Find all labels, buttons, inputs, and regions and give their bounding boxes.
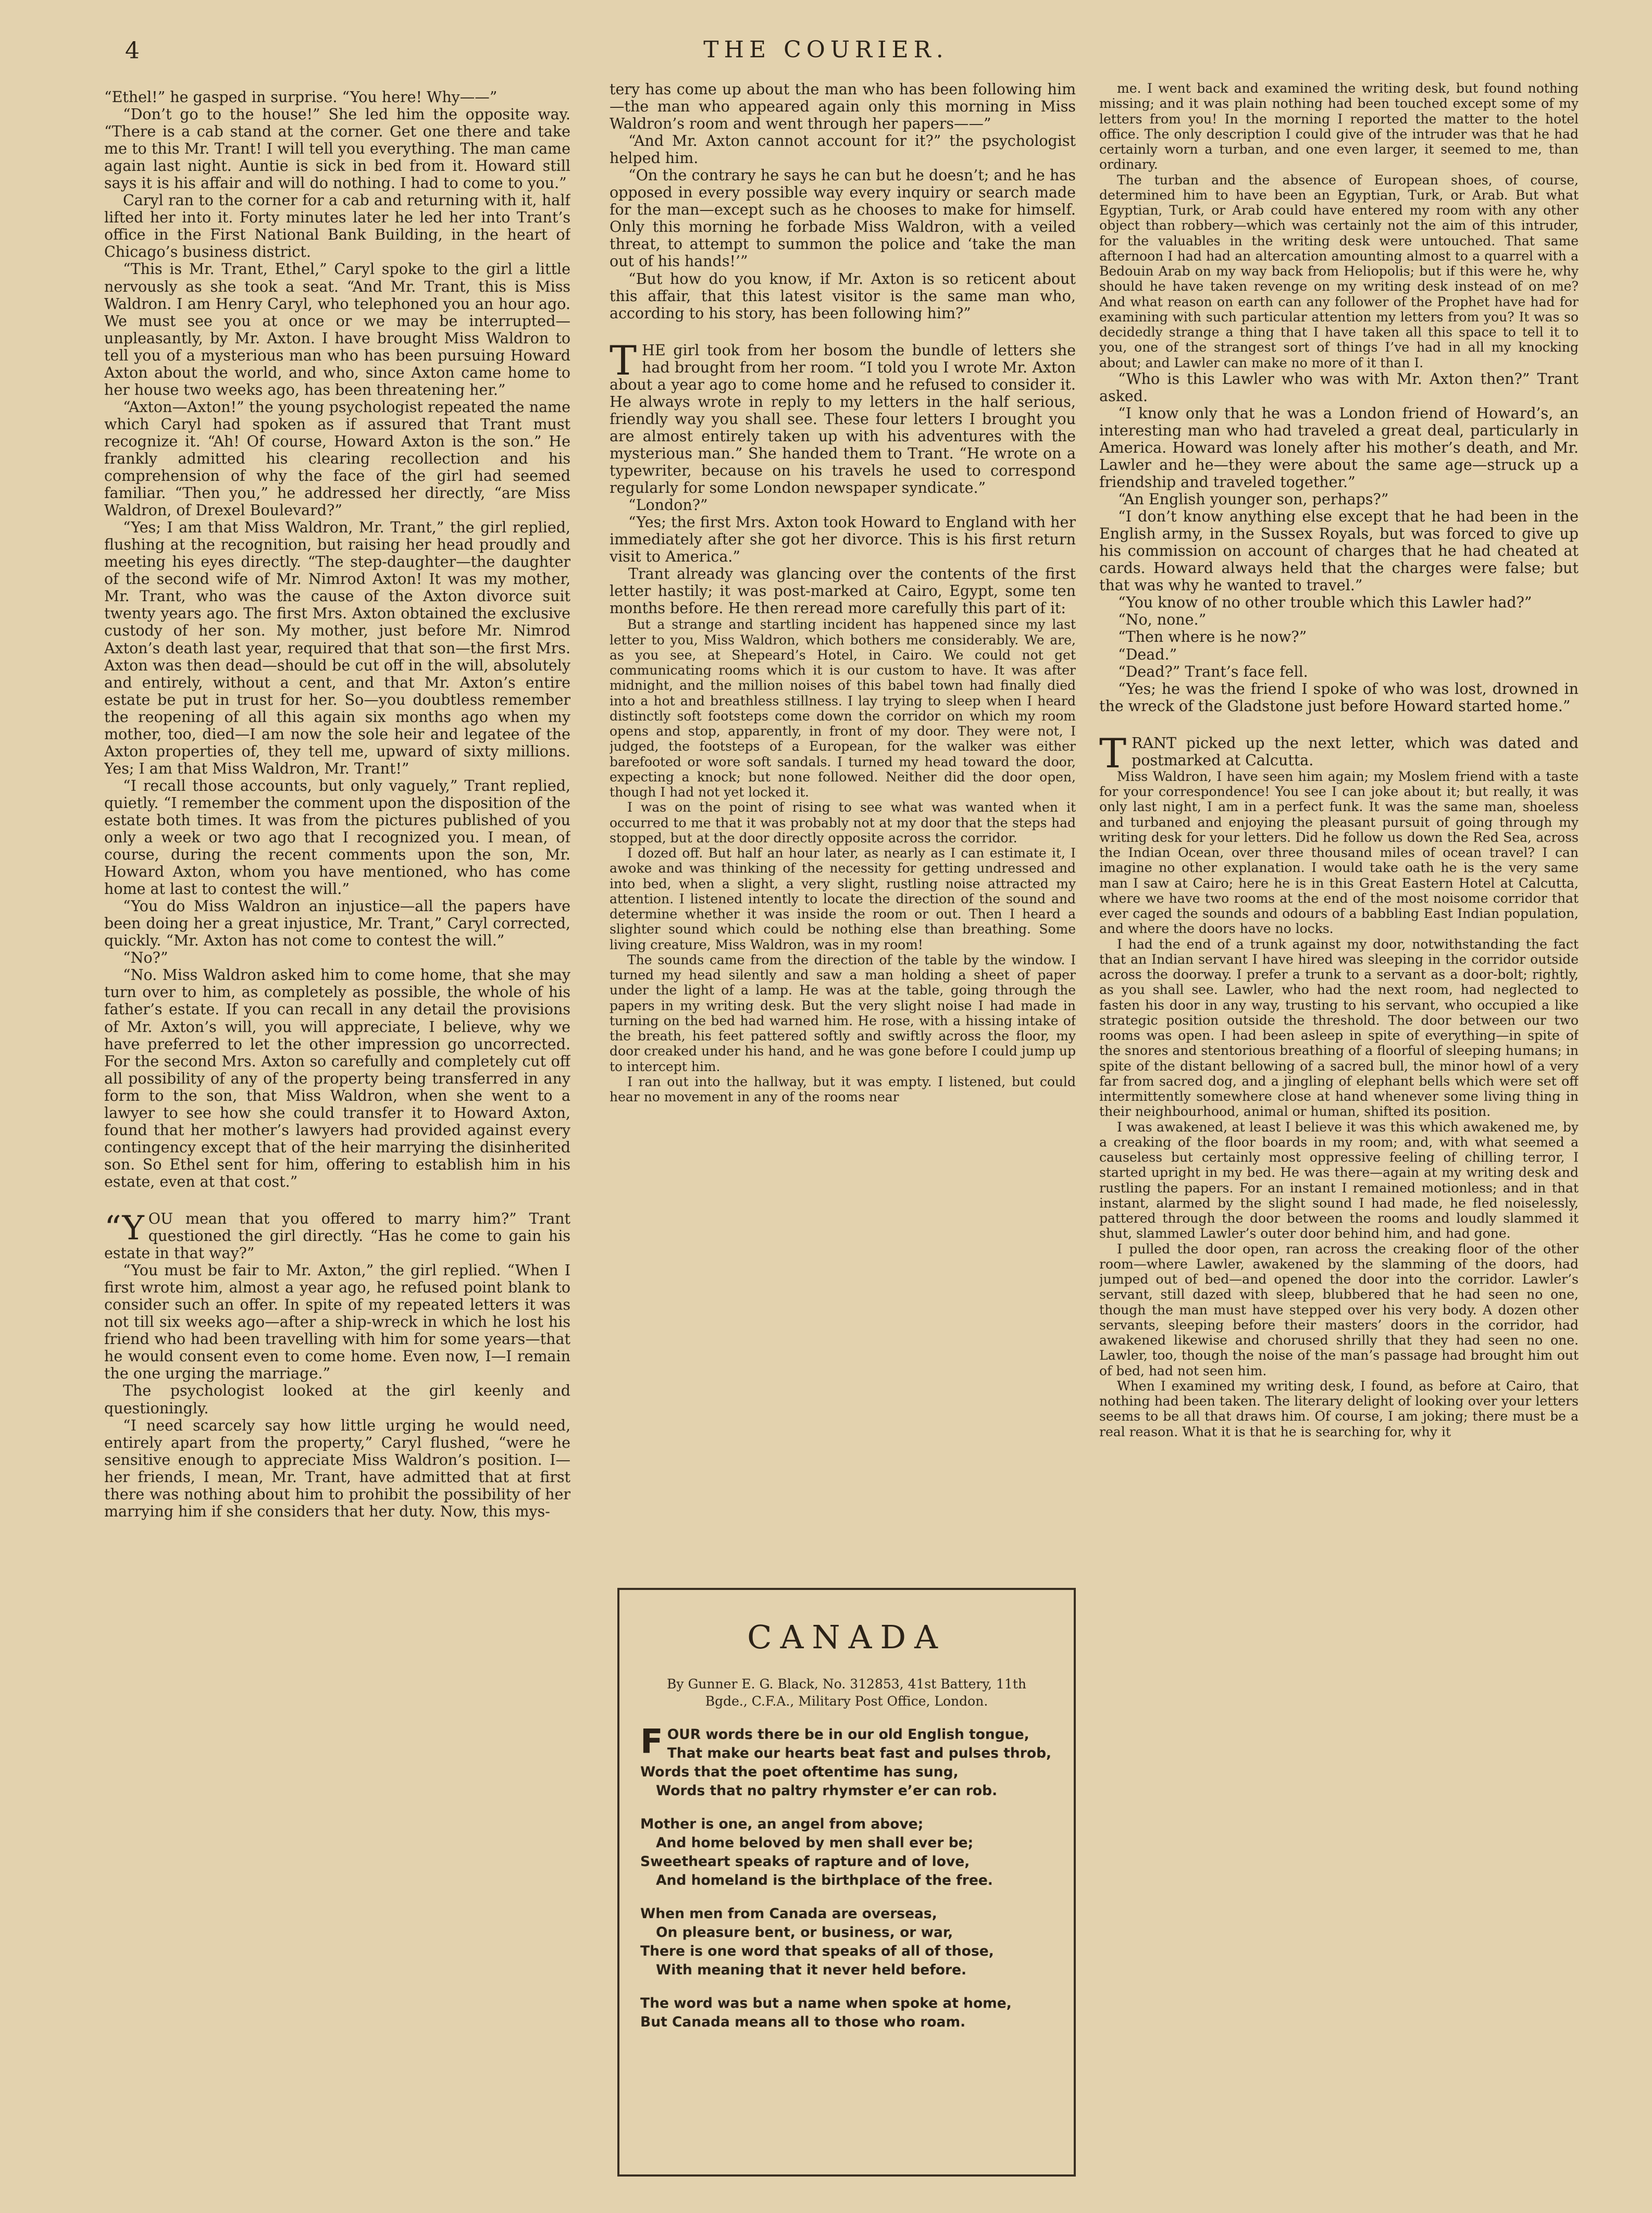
poem-box	[617, 1588, 1076, 2177]
poem-byline: By Gunner E. G. Black, No. 312853, 41st Battery, 11th Bgde., C.F.A., Military Post Office, London.	[667, 1676, 1026, 1709]
letter-excerpt: me. I went back and examined the writing desk, but found nothing missing; and it was plain nothing had been touched except some of my letters from you! In the morning I reported the matter to the hotel office. The only description I could give of the intruder was that he had certainly worn a turban, and one even larger, it seemed to me, than ordinary.	[1099, 81, 1579, 172]
poem-stanza	[640, 1905, 1053, 1980]
paragraph: “You do Miss Waldron an injustice—all the papers have been doing her a great injustice, Mr. Trant,” Caryl corrected, quickly. “Mr. Axton has not come to contest the will.”	[104, 898, 570, 950]
poem-line: OUR words there be in our old English tongue,	[667, 1726, 1029, 1743]
poem-line: But Canada means all to those who roam.	[640, 2014, 966, 2031]
article-column-3	[1099, 81, 1579, 2139]
paragraph: “Yes; he was the friend I spoke of who was lost, drowned in the wreck of the Gladstone just before Howard started home.”	[1099, 680, 1579, 715]
paragraph: “Dead.”	[1118, 645, 1177, 663]
paragraph: “No. Miss Waldron asked him to come home, that she may turn over to him, as completely as possible, the whole of his father’s estate. If you can recall in any detail the provisions of Mr. Axton’s will, you will appreciate, I believe, why we have preferred to let the other impression go uncorrected. For the second Mrs. Axton so carefully and completely cut off all possibility of any of the property being transferred in any form to the son, that Miss Waldron, when she went to a lawyer to see how she could transfer it to Howard Axton, found that her mother’s lawyers had provided against every contingency except that of the heir marrying the disinherited son. So Ethel sent for him, offering to establish him in his estate, even at that cost.”	[104, 966, 570, 1190]
paragraph: Caryl ran to the corner for a cab and returning with it, half lifted her into it. Forty minutes later he led her into Trant’s office in the First National Bank Building, in the heart of Chicago’s business district.	[104, 192, 570, 261]
paragraph: “An English younger son, perhaps?”	[1118, 491, 1389, 508]
poem-line: Sweetheart speaks of rapture and of love,	[640, 1854, 970, 1870]
poem-stanza	[640, 1725, 1053, 1800]
letter-excerpt: The sounds came from the direction of the table by the window. I turned my head silently and saw a man holding a sheet of paper under the light of a lamp. He was at the table, going through the papers in my writing desk. But the very slight noise I had made in turning on the bed had warned him. He rose, with a hissing intake of the breath, his feet pattered softly and swiftly across the floor, my door creaked under his hand, and he was gone before I could jump up to intercept him.	[610, 952, 1076, 1074]
letter-excerpt: The turban and the absence of European shoes, of course, determined him to have been an Egyptian, Turk, or Arab. But what Egyptian, Turk, or Arab could have entered my room with any other object than robbery—which was certainly not the aim of this intruder, for the valuables in the writing desk were untouched. That same afternoon I had had an altercation amounting almost to a quarrel with a Bedouin Arab on my way back from Heliopolis; but if this were he, why should he have taken revenge on my writing desk instead of on me? And what reason on earth can any follower of the Prophet have had for examining with such particular attention my letters from you? It was so decidedly strange a thing that I have taken all this space to tell it to you, one of the strangest sort of things I’ve had in all my knocking about; and Lawler can make no more of it than I.	[1099, 172, 1579, 370]
letter-excerpt: I was awakened, at least I believe it was this which awakened me, by a creaking of the floor boards in my room; and, with what seemed a causeless but certainly most oppressive feeling of chilling terror, I started upright in my bed. He was there—again at my writing desk and rustling the papers. For an instant I remained motionless; and in that instant, alarmed by the slight sound I had made, he fled noiselessly, pattered through the door between the rooms and loudly slammed it shut, slammed Lawler’s outer door behind him, and had gone.	[1099, 1119, 1579, 1241]
poem-line: That make our hearts beat fast and pulses throb,	[667, 1745, 1052, 1762]
section-opening-paragraph	[104, 1210, 570, 1262]
paragraph: “Yes; the first Mrs. Axton took Howard to England with her immediately after she got her divorce. This is his first return visit to America.”	[610, 514, 1076, 566]
section-opening-paragraph	[1099, 730, 1579, 777]
letter-excerpt: I had the end of a trunk against my door, notwithstanding the fact that an Indian servant I have hired was sleeping in the corridor outside across the doorway. I prefer a trunk to a servant as a door-bolt; rightly, as you shall see. Lawler, who had the next room, had neglected to fasten his door in any way, trusting to his servant, who occupied a like strategic position outside the threshold. The door between our two rooms was open. I had been asleep in spite of everything—in spite of the snores and stentorious breathing of a floorful of sleeping humans; in spite of the distant bellowing of a sacred bull, the minor howl of a very far from sacred dog, and a jingling of elephant bells which were set off intermittently somewhere close at hand whenever some living thing in their neighbourhood, animal or human, shifted its position.	[1099, 936, 1579, 1120]
letter-excerpt: When I examined my writing desk, I found, as before at Cairo, that nothing had been taken. The literary delight of looking over your letters seems to be all that draws him. Of course, I am joking; there must be a real reason. What it is that he is searching for, why it	[1099, 1378, 1579, 1439]
page-number: 4	[125, 38, 140, 64]
poem-line: And homeland is the birthplace of the free.	[656, 1872, 993, 1889]
paragraph: “Axton—Axton!” the young psychologist repeated the name which Caryl had spoken as if assured that Trant must recognize it. “Ah! Of course, Howard Axton is the son.” He frankly admitted his clearing recollection and his comprehension of why the face of the girl had seemed familiar. “Then you,” he addressed her directly, “are Miss Waldron, of Drexel Boulevard?”	[104, 398, 570, 519]
poem-line: On pleasure bent, or business, or war,	[656, 1924, 953, 1941]
paragraph: “Who is this Lawler who was with Mr. Axton then?” Trant asked.	[1099, 370, 1579, 405]
paragraph: “I need scarcely say how little urging he would need, entirely apart from the property,” Caryl flushed, “were he sensitive enough to appreciate Miss Waldron’s position. I—her friends, I mean, Mr. Trant, have admitted that at first there was nothing about him to prohibit the possibility of her marrying him if she considers that her duty. Now, this mys-	[104, 1416, 570, 1520]
poem-line: There is one word that speaks of all of those,	[640, 1943, 994, 1960]
paragraph: Trant already was glancing over the contents of the first letter hastily; it was post-marked at Cairo, Egypt, some ten months before. He then reread more carefully this part of it:	[610, 565, 1076, 617]
paragraph: “I know only that he was a London friend of Howard’s, an interesting man who had traveled a great deal, particularly in America. Howard was lonely after his mother’s death, and Mr. Lawler and he—they were about the same age—struck up a friendship and traveled together.”	[1099, 404, 1579, 491]
letter-excerpt: I was on the point of rising to see what was wanted when it occurred to me that it was probably not at my door that the steps had stopped, but at the door directly opposite across the corridor.	[610, 800, 1076, 846]
page-header	[0, 0, 1652, 83]
paragraph: “But how do you know, if Mr. Axton is so reticent about this affair, that this latest visitor is the same man who, according to his story, has been following him?”	[610, 270, 1076, 322]
poem-stanza	[640, 1815, 1053, 1890]
poem-line: Words that the poet oftentime has sung,	[640, 1764, 959, 1781]
letter-excerpt: I pulled the door open, ran across the creaking floor of the other room—where Lawler, awakened by the slamming of the doors, had jumped out of bed—and opened the door into the corridor. Lawler’s servant, still dazed with sleep, blubbered that he had seen no one, though the man must have stepped over his very body. A dozen other servants, sleeping before their masters’ doors in the corridor, had awakened likewise and chorused shrilly that they had seen no one. Lawler, too, though the noise of the man’s passage had brought him out of bed, had not seen him.	[1099, 1241, 1579, 1378]
poem-line: And home beloved by men shall ever be;	[656, 1835, 974, 1851]
paragraph: “Dead?” Trant’s face fell.	[1118, 663, 1308, 680]
drop-cap: T	[1099, 730, 1127, 777]
paragraph: “London?”	[628, 496, 708, 514]
paragraph: “This is Mr. Trant, Ethel,” Caryl spoke to the girl a little nervously as she took a seat. “And Mr. Trant, this is Miss Waldron. I am Henry Caryl, who telephoned you an hour ago. We must see you at once or we may be interrupted—unpleasantly, by Mr. Axton. I have brought Miss Waldron to tell you of a mysterious man who has been pursuing Howard Axton about the world, and who, since Axton came home to her house two weeks ago, has been threatening her.”	[104, 260, 570, 399]
poem-line: With meaning that it never held before.	[656, 1962, 967, 1979]
poem-line: Words that no paltry rhymster e’er can rob.	[656, 1783, 998, 1799]
drop-cap: “Y	[104, 1209, 144, 1248]
paragraph: “And Mr. Axton cannot account for it?” the psychologist helped him.	[610, 132, 1076, 167]
paragraph: “You must be fair to Mr. Axton,” the girl replied. “When I first wrote him, almost a year ago, he refused point blank to consider such an offer. In spite of my repeated letters it was not till six weeks ago—after a ship-wreck in which he lost his friend who had been travelling with him for some years—that he would consent even to come home. Even now, I—I remain the one urging the marriage.”	[104, 1262, 570, 1383]
poem-line: Mother is one, an angel from above;	[640, 1816, 924, 1833]
paragraph: “Don’t go to the house!” She led him the opposite way. “There is a cab stand at the corner. Get one there and take me to this Mr. Trant! I will tell you everything. The man came again last night. Auntie is sick in bed from it. Howard still says it is his affair and will do nothing. I had to come to you.”	[104, 106, 570, 192]
paragraph: “On the contrary he says he can but he doesn’t; and he has opposed in every possible way every inquiry or search made for the man—except such as he chooses to make for himself. Only this morning he forbade Miss Waldron, with a veiled threat, to attempt to summon the police and ‘take the man out of his hands!’”	[610, 167, 1076, 270]
paragraph: “No, none.”	[1118, 611, 1207, 629]
paragraph-text: HE girl took from her bosom the bundle of letters she had brought from her room. “I told you I wrote Mr. Axton about a year ago to come home and he refused to consider it. He always wrote in reply to my letters in the half serious, friendly way you shall see. These four letters I brought you are almost entirely taken up with his adventures with the mysterious man.” She handed them to Trant. “He wrote on a typewriter, because on his travels he used to correspond regularly for some London newspaper syndicate.”	[610, 341, 1076, 497]
paragraph: “Then where is he now?”	[1118, 628, 1307, 646]
letter-excerpt: I ran out into the hallway, but it was empty. I listened, but could hear no movement in any of the rooms near	[610, 1074, 1076, 1105]
article-column-1	[104, 89, 570, 2146]
poem-title: CANADA	[747, 1618, 946, 1656]
drop-cap: F	[640, 1723, 663, 1761]
letter-excerpt: I dozed off. But half an hour later, as nearly as I can estimate it, I awoke and was thinking of the necessity for getting undressed and into bed, when a slight, a very slight, rustling noise attracted my attention. I listened intently to locate the direction of the sound and determine whether it was inside the room or out. Then I heard a slighter sound which could be nothing else than breathing. Some living creature, Miss Waldron, was in my room!	[610, 846, 1076, 952]
paragraph: “Ethel!” he gasped in surprise. “You here! Why——”	[104, 89, 498, 106]
article-column-2	[610, 81, 1076, 1571]
section-opening-paragraph	[610, 337, 1076, 497]
poem-stanza	[640, 1994, 1053, 2032]
poem-line: When men from Canada are overseas,	[640, 1906, 937, 1922]
paragraph: The psychologist looked at the girl keenly and questioningly.	[104, 1382, 570, 1417]
drop-cap: T	[610, 337, 637, 384]
masthead: THE COURIER.	[703, 36, 949, 63]
letter-excerpt: But a strange and startling incident has happened since my last letter to you, Miss Waldron, which bothers me considerably. We are, as you see, at Shepeard’s Hotel, in Cairo. We could not get communicating rooms which it is our custom to have. It was after midnight, and the million noises of this babel town had finally died into a hot and breathless stillness. I lay trying to sleep when I heard distinctly soft footsteps come down the corridor on which my room opens and stop, apparently, in front of my door. They were not, I judged, the footsteps of a European, for the walker was either barefooted or wore soft sandals. I turned my head toward the door, expecting a knock; but none followed. Neither did the door open, though I had not yet locked it.	[610, 617, 1076, 800]
letter-excerpt: Miss Waldron, I have seen him again; my Moslem friend with a taste for your correspondence! You see I can joke about it; but really, it was only last night, I am in a perfect funk. It was the same man, shoeless and turbaned and enjoying the pleasant pursuit of going through my writing desk for your letters. Did he follow us down the Red Sea, across the Indian Ocean, over three thousand miles of ocean travel? I can imagine no other explanation. I would take oath he is the very same man I saw at Cairo; here he is in this Great Eastern Hotel at Calcutta, where we have two rooms at the end of the most noisome corridor that ever caged the sounds and odours of a babbling East Indian population, and where the doors have no locks.	[1099, 768, 1579, 937]
paragraph: “Yes; I am that Miss Waldron, Mr. Trant,” the girl replied, flushing at the recognition, but raising her head proudly and meeting his eyes directly. “The step-daughter—the daughter of the second wife of Mr. Nimrod Axton! It was my mother, Mr. Trant, who was the cause of the Axton divorce suit twenty years ago. The first Mrs. Axton obtained the exclusive custody of her son. My mother, just before Mr. Nimrod Axton’s death last year, required that that son—the first Mrs. Axton was then dead—should be cut off in the will, absolutely and entirely, without a cent, and that Mr. Axton’s entire estate be put in trust for her. So—you doubtless remember the reopening of all this again six months ago when my mother, too, died—I am now the sole heir and legatee of the Axton properties of, they tell me, upward of sixty millions. Yes; I am that Miss Waldron, Mr. Trant!”	[104, 519, 570, 777]
paragraph-text: OU mean that you offered to marry him?” Trant questioned the girl directly. “Has he come to gain his estate in that way?”	[104, 1210, 570, 1262]
paragraph-text: RANT picked up the next letter, which was dated and postmarked at Calcutta.	[1132, 734, 1579, 769]
paragraph: “No?”	[123, 949, 168, 967]
paragraph: “You know of no other trouble which this Lawler had?”	[1118, 594, 1532, 612]
paragraph: “I recall those accounts, but only vaguely,” Trant replied, quietly. “I remember the comment upon the disposition of the estate both times. It was from the pictures published of you only a week or two ago that I recognized you. I mean, of course, during the recent comments upon the son, Mr. Howard Axton, whom you have mentioned, who has come home at last to contest the will.”	[104, 777, 570, 898]
paragraph: tery has come up about the man who has been following him—the man who appeared again only this morning in Miss Waldron’s room and went through her papers——”	[610, 81, 1076, 133]
paragraph: “I don’t know anything else except that he had been in the English army, in the Sussex Royals, but was forced to give up his commission on account of charges that he had cheated at cards. Howard always held that the charges were false; but that was why he wanted to travel.”	[1099, 508, 1579, 594]
poem-line: The word was but a name when spoke at home,	[640, 1995, 1012, 2012]
